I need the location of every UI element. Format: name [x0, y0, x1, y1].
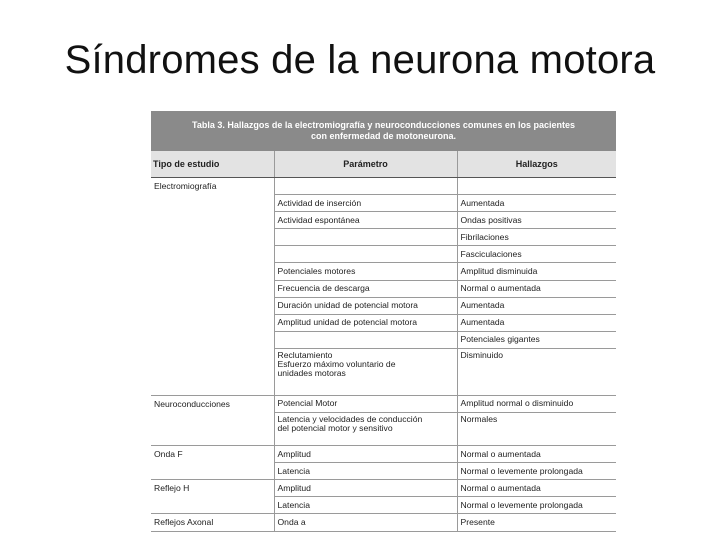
finding-cell: Ondas positivas [457, 212, 616, 229]
header-findings: Hallazgos [457, 151, 616, 178]
finding-cell: Fasciculaciones [457, 246, 616, 263]
finding-cell: Normal o aumentada [457, 480, 616, 497]
parameter-cell: Latencia [274, 463, 457, 480]
study-cell [151, 229, 274, 246]
finding-cell: Normales [457, 413, 616, 446]
parameter-cell: Amplitud [274, 480, 457, 497]
parameter-cell [274, 331, 457, 348]
study-cell [151, 297, 274, 314]
parameter-cell: Actividad de inserción [274, 195, 457, 212]
parameter-cell: Amplitud unidad de potencial motora [274, 314, 457, 331]
parameter-cell: Latencia y velocidades de conducción del potencial motor y sensitivo [274, 413, 457, 446]
parameter-cell [274, 246, 457, 263]
table-header-row [151, 151, 616, 178]
parameter-cell: Actividad espontánea [274, 212, 457, 229]
finding-cell: Aumentada [457, 314, 616, 331]
finding-cell: Amplitud normal o disminuido [457, 395, 616, 412]
slide-title: Síndromes de la neurona motora [64, 38, 656, 82]
table-row [151, 229, 616, 246]
study-cell [151, 413, 274, 446]
study-cell: Onda F [151, 446, 274, 463]
study-cell: Reflejo H [151, 480, 274, 497]
parameter-cell [274, 178, 457, 195]
table-row [151, 413, 616, 446]
parameter-cell: Duración unidad de potencial motora [274, 297, 457, 314]
study-cell [151, 212, 274, 229]
finding-cell: Amplitud disminuida [457, 263, 616, 280]
table-caption [151, 111, 616, 151]
table-row [151, 395, 616, 412]
study-cell: Neuroconducciones [151, 395, 274, 412]
table-caption-line-2: con enfermedad de motoneurona. [310, 131, 457, 141]
study-cell [151, 314, 274, 331]
finding-cell: Fibrilaciones [457, 229, 616, 246]
table-row [151, 280, 616, 297]
parameter-cell: Onda a [274, 514, 457, 531]
finding-cell [457, 178, 616, 195]
study-cell: Electromiografía [151, 178, 274, 195]
finding-cell: Normal o aumentada [457, 446, 616, 463]
table-row [151, 331, 616, 348]
table-row [151, 348, 616, 395]
table-row [151, 463, 616, 480]
study-cell [151, 246, 274, 263]
table-row [151, 195, 616, 212]
finding-cell: Aumentada [457, 195, 616, 212]
header-study-type: Tipo de estudio [151, 151, 274, 178]
table-row [151, 246, 616, 263]
table-row [151, 297, 616, 314]
finding-cell: Potenciales gigantes [457, 331, 616, 348]
table-row [151, 514, 616, 531]
header-parameter: Parámetro [274, 151, 457, 178]
study-cell [151, 280, 274, 297]
table-row [151, 446, 616, 463]
parameter-cell: Potencial Motor [274, 395, 457, 412]
table-row [151, 212, 616, 229]
finding-cell: Presente [457, 514, 616, 531]
table-row [151, 178, 616, 195]
finding-cell: Normal o aumentada [457, 280, 616, 297]
study-cell [151, 463, 274, 480]
table-row [151, 480, 616, 497]
emg-findings-table [151, 111, 616, 527]
parameter-cell: Latencia [274, 497, 457, 514]
table-row [151, 314, 616, 331]
study-cell [151, 348, 274, 395]
parameter-cell: Reclutamiento Esfuerzo máximo voluntario de unidades motoras [274, 348, 457, 395]
study-cell [151, 497, 274, 514]
study-cell [151, 331, 274, 348]
finding-cell: Normal o levemente prolongada [457, 497, 616, 514]
finding-cell: Disminuido [457, 348, 616, 395]
study-cell [151, 195, 274, 212]
parameter-cell: Potenciales motores [274, 263, 457, 280]
study-cell: Reflejos Axonal [151, 514, 274, 531]
finding-cell: Aumentada [457, 297, 616, 314]
table-row [151, 497, 616, 514]
finding-cell: Normal o levemente prolongada [457, 463, 616, 480]
parameter-cell: Frecuencia de descarga [274, 280, 457, 297]
findings-table-grid [151, 151, 616, 532]
table-caption-line-1: Tabla 3. Hallazgos de la electromiografía y neuroconducciones comunes en los pacientes [192, 120, 575, 130]
parameter-cell [274, 229, 457, 246]
table-row [151, 263, 616, 280]
study-cell [151, 263, 274, 280]
parameter-cell: Amplitud [274, 446, 457, 463]
